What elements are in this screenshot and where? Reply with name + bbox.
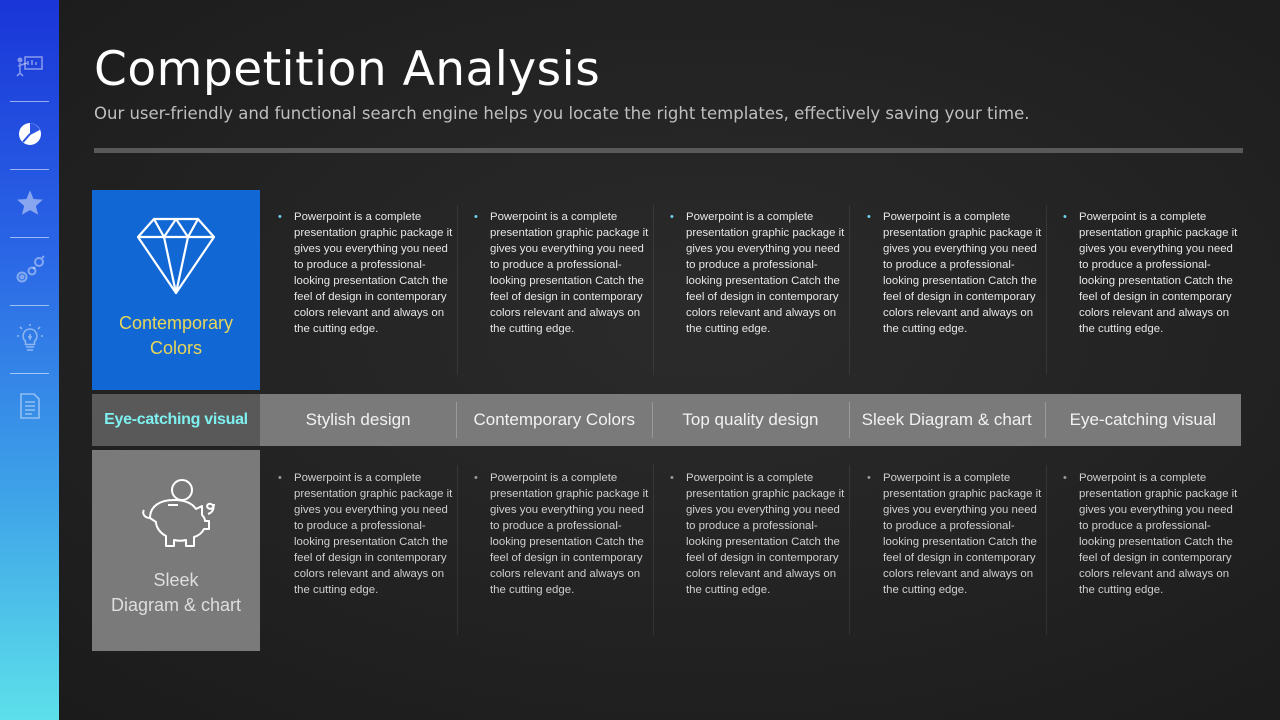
- sidebar: [0, 0, 59, 720]
- bullet-dot: •: [670, 472, 674, 484]
- column-divider: [849, 205, 850, 375]
- band-label: Sleek Diagram & chart: [849, 394, 1045, 446]
- description-text: Powerpoint is a complete presentation graphic package it gives you everything you need to produce a professional-looking presentation Catch the feel of design in contemporary colors relevant and always on the cutting edge.: [490, 211, 649, 335]
- column-divider: [457, 465, 458, 635]
- band-label: Eye-catching visual: [1045, 394, 1241, 446]
- bullet-dot: •: [474, 472, 478, 484]
- card-caption-line2: Colors: [149, 338, 202, 358]
- description-text: Powerpoint is a complete presentation graphic package it gives you everything you need to produce a professional-looking presentation Catch the feel of design in contemporary colors relevant and always on the cutting edge.: [686, 211, 845, 335]
- card-caption-line2: Diagram & chart: [110, 595, 242, 615]
- card-caption: [111, 568, 241, 618]
- bullet-dot: •: [867, 211, 871, 223]
- star-icon[interactable]: [10, 172, 49, 232]
- description-text: Powerpoint is a complete presentation graphic package it gives you everything you need to produce a professional-looking presentation Catch the feel of design in contemporary colors relevant and always on the cutting edge.: [490, 472, 649, 596]
- piggy-bank-icon: [136, 478, 216, 554]
- bullet-dot: •: [1063, 472, 1067, 484]
- bullet-dot: •: [278, 211, 282, 223]
- bullet-dot: •: [278, 472, 282, 484]
- card-caption: [119, 311, 233, 361]
- band-label: Contemporary Colors: [456, 394, 652, 446]
- description-text: Powerpoint is a complete presentation graphic package it gives you everything you need to produce a professional-looking presentation Catch the feel of design in contemporary colors relevant and always on the cutting edge.: [686, 472, 845, 596]
- document-icon[interactable]: [10, 376, 49, 436]
- lightbulb-icon[interactable]: [10, 308, 49, 368]
- description-text: Powerpoint is a complete presentation graphic package it gives you everything you need to produce a professional-looking presentation Catch the feel of design in contemporary colors relevant and always on the cutting edge.: [883, 472, 1042, 596]
- card-caption-line1: Sleek: [153, 570, 199, 590]
- description-text: Powerpoint is a complete presentation graphic package it gives you everything you need to produce a professional-looking presentation Catch the feel of design in contemporary colors relevant and always on the cutting edge.: [883, 211, 1042, 335]
- description-text: Powerpoint is a complete presentation graphic package it gives you everything you need to produce a professional-looking presentation Catch the feel of design in contemporary colors relevant and always on the cutting edge.: [294, 472, 453, 596]
- top-description-5: [1061, 209, 1241, 337]
- top-description-4: [865, 209, 1045, 337]
- top-description-1: [276, 209, 456, 337]
- presentation-icon[interactable]: [10, 36, 49, 96]
- page-title: Competition Analysis: [94, 42, 601, 97]
- bullet-dot: •: [474, 211, 478, 223]
- top-description-3: [668, 209, 848, 337]
- band-label: Top quality design: [652, 394, 848, 446]
- bullet-dot: •: [867, 472, 871, 484]
- column-divider: [653, 465, 654, 635]
- diamond-icon: [136, 217, 216, 295]
- bottom-description-2: [472, 470, 652, 598]
- sidebar-divider: [10, 373, 49, 374]
- pie-chart-icon[interactable]: [10, 104, 49, 164]
- bullet-dot: •: [1063, 211, 1067, 223]
- bottom-description-4: [865, 470, 1045, 598]
- band-label-highlight: Eye-catching visual: [92, 394, 260, 446]
- sidebar-divider: [10, 305, 49, 306]
- gears-icon[interactable]: [10, 240, 49, 300]
- column-divider: [1046, 465, 1047, 635]
- bottom-description-5: [1061, 470, 1241, 598]
- column-divider: [653, 205, 654, 375]
- card-caption-line1: Contemporary: [118, 313, 234, 333]
- bottom-description-1: [276, 470, 456, 598]
- description-text: Powerpoint is a complete presentation graphic package it gives you everything you need to produce a professional-looking presentation Catch the feel of design in contemporary colors relevant and always on the cutting edge.: [1079, 472, 1238, 596]
- description-text: Powerpoint is a complete presentation graphic package it gives you everything you need to produce a professional-looking presentation Catch the feel of design in contemporary colors relevant and always on the cutting edge.: [1079, 211, 1238, 335]
- top-description-2: [472, 209, 652, 337]
- sleek-diagram-card: [92, 450, 260, 651]
- description-text: Powerpoint is a complete presentation graphic package it gives you everything you need to produce a professional-looking presentation Catch the feel of design in contemporary colors relevant and always on the cutting edge.: [294, 211, 453, 335]
- band-label: Stylish design: [305, 410, 411, 429]
- column-divider: [1046, 205, 1047, 375]
- sidebar-divider: [10, 237, 49, 238]
- column-divider: [849, 465, 850, 635]
- column-divider: [457, 205, 458, 375]
- page-subtitle: Our user-friendly and functional search engine helps you locate the right templates, effectively saving your time.: [94, 104, 1030, 123]
- header-divider: [94, 148, 1243, 153]
- sidebar-divider: [10, 169, 49, 170]
- bullet-dot: •: [670, 211, 674, 223]
- sidebar-divider: [10, 101, 49, 102]
- category-band: [92, 394, 1241, 446]
- bottom-description-3: [668, 470, 848, 598]
- contemporary-colors-card: [92, 190, 260, 390]
